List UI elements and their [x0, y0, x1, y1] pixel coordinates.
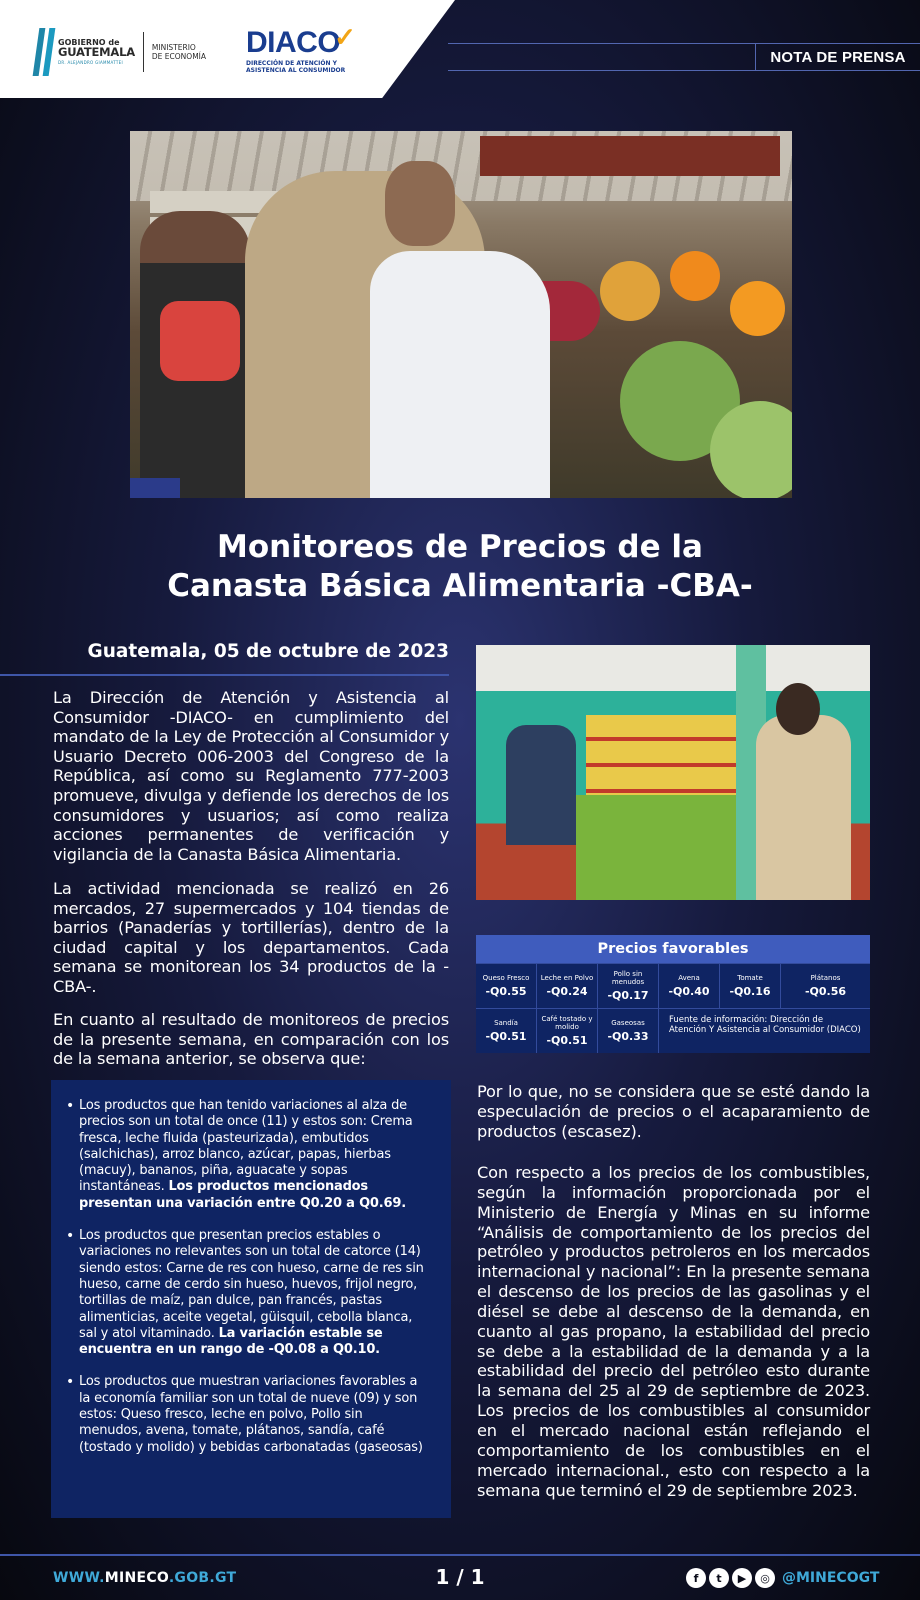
favorable-prices-table	[476, 935, 870, 1053]
bullet-item-favorable: • Los productos que muestran variaciones favorables a la economía familiar son un total de nueve (09) y son estos: Queso fresco, leche en polvo, Pollo sin menudos, avena, tomate, plátanos, sandía, café (tostado y molido) y bebidas carbonatadas (gaseosas)	[79, 1374, 425, 1455]
diaco-wordmark: DIACO	[246, 26, 341, 59]
bullet-item-stable: • Los productos que presentan precios estables o variaciones no relevantes son un total de catorce (14) siendo estos: Carne de res con hueso, carne de res sin hueso, carne de cerdo sin hueso, huevos, frijol negro, tortillas de maíz, pan dulce, pan francés, pastas alimenticias, aceite vegetal, güisquil, cebolla blanca, sal y atol vitaminado. La variación estable se encuentra en un rango de -Q0.08 a Q0.10.	[79, 1228, 425, 1358]
speculation-paragraph: Por lo que, no se considera que se esté dando la especulación de precios o el acaparamiento de productos (escasez).	[477, 1082, 870, 1141]
bullet-item-increases: • Los productos que han tenido variaciones al alza de precios son un total de once (11) y estos son: Crema fresca, leche fluida (pasteurizada), embutidos (salchichas), arroz blanco, azúcar, papas, hierbas (macuy), bananos, piña, aguacate y sopas instantáneas. Los productos mencionados presentan una variación entre Q0.20 a Q0.69.	[79, 1098, 425, 1212]
gobierno-emblem-icon	[36, 28, 52, 76]
nota-de-prensa-label: NOTA DE PRENSA	[755, 43, 920, 71]
gob-line3: DR. ALEJANDRO GIAMMATTEI	[58, 59, 123, 65]
youtube-icon[interactable]: ▶	[732, 1568, 752, 1588]
instagram-icon[interactable]: ◎	[755, 1568, 775, 1588]
results-paragraph: En cuanto al resultado de monitoreos de precios de la presente semana, en comparación con los de la semana anterior, se observa que:	[53, 1010, 449, 1069]
diaco-logo	[246, 22, 356, 75]
price-cell: Avena -Q0.40	[659, 964, 720, 1008]
price-cell: Plátanos -Q0.56	[804, 974, 847, 998]
footer-rule	[0, 1554, 920, 1556]
activity-paragraph: La actividad mencionada se realizó en 26 mercados, 27 supermercados y 104 tiendas de barrios (Panaderías y tortillerías), dentro de la ciudad capital y los departamentos. Cada semana se monitorean los 34 productos de la -CBA-.	[53, 879, 449, 996]
social-links	[686, 1568, 879, 1588]
price-cell: Leche en Polvo -Q0.24	[537, 964, 598, 1008]
page-title: Monitoreos de Precios de la Canasta Básica Alimentaria -CBA-	[167, 529, 753, 604]
ministerio-label: MINISTERIO DE ECONOMÍA	[151, 42, 207, 61]
dateline-rule	[0, 674, 449, 676]
logo-divider	[143, 32, 144, 72]
price-cell: Pollo sin menudos -Q0.17	[598, 964, 659, 1008]
price-cell: Sandía -Q0.51	[476, 1009, 537, 1053]
market-stall-photo	[476, 645, 870, 900]
prices-row	[476, 963, 870, 1008]
gob-line1: GOBIERNO de	[58, 38, 120, 48]
gob-line2: GUATEMALA	[58, 45, 135, 60]
facebook-icon[interactable]: f	[686, 1568, 706, 1588]
price-cell: Queso Fresco -Q0.55	[476, 964, 537, 1008]
gobierno-guatemala-logo	[36, 28, 206, 76]
website-link[interactable]: WWW.MINECO.GOB.GT	[53, 1570, 237, 1586]
diaco-sub-line1: DIRECCIÓN DE ATENCIÓN Y	[246, 60, 337, 67]
intro-paragraph: La Dirección de Atención y Asistencia al Consumidor -DIACO- en cumplimiento del mandato de la Ley de Protección al Consumidor y Usuario Decreto 006-2003 del Congreso de la República, así como su Reglamento 777-2003 promueve, divulga y defiende los derechos de los consumidores y usuarios; así como realiza acciones permanentes de verificación y vigilancia de la Canasta Básica Alimentaria.	[53, 688, 449, 864]
header	[0, 0, 920, 98]
prices-table-title: Precios favorables	[476, 935, 870, 963]
price-cell: Café tostado y molido -Q0.51	[537, 1009, 598, 1053]
page-number: 1 / 1	[435, 1565, 485, 1589]
fuel-paragraph: Con respecto a los precios de los combustibles, según la información proporcionada por el Ministerio de Energía y Minas en su informe “Análisis de comportamiento de los precios del petróleo y productos petroleros en los mercados internacional y nacional”: En la presente semana el descenso de los precios de las gasolinas y el diésel se debe al descenso de la demanda, en cuanto al gas propano, la estabilidad del precio se debe a la estabilidad de la demanda y a la estabilidad del precio del petróleo esto durante la semana del 25 al 29 de septiembre de 2023. Los precios de los combustibles al consumidor en el mercado nacional están reflejando el comportamiento de los combustibles en el mercado internacional., esto con respecto a la semana que terminó el 29 de septiembre 2023.	[477, 1163, 870, 1500]
results-bullet-box	[51, 1080, 451, 1518]
social-handle[interactable]: @MINECOGT	[782, 1570, 880, 1586]
prices-source-note: Fuente de información: Dirección de Atención Y Asistencia al Consumidor (DIACO)	[669, 1015, 861, 1035]
prices-row	[476, 1008, 870, 1053]
twitter-icon[interactable]: t	[709, 1568, 729, 1588]
diaco-sub-line2: ASISTENCIA AL CONSUMIDOR	[246, 67, 346, 75]
price-cell: Tomate -Q0.16	[720, 964, 781, 1008]
market-inspection-photo	[130, 131, 792, 498]
price-cell: Gaseosas -Q0.33	[598, 1009, 659, 1053]
dateline: Guatemala, 05 de octubre de 2023	[87, 641, 449, 662]
checkmark-icon: ✓	[334, 22, 356, 52]
